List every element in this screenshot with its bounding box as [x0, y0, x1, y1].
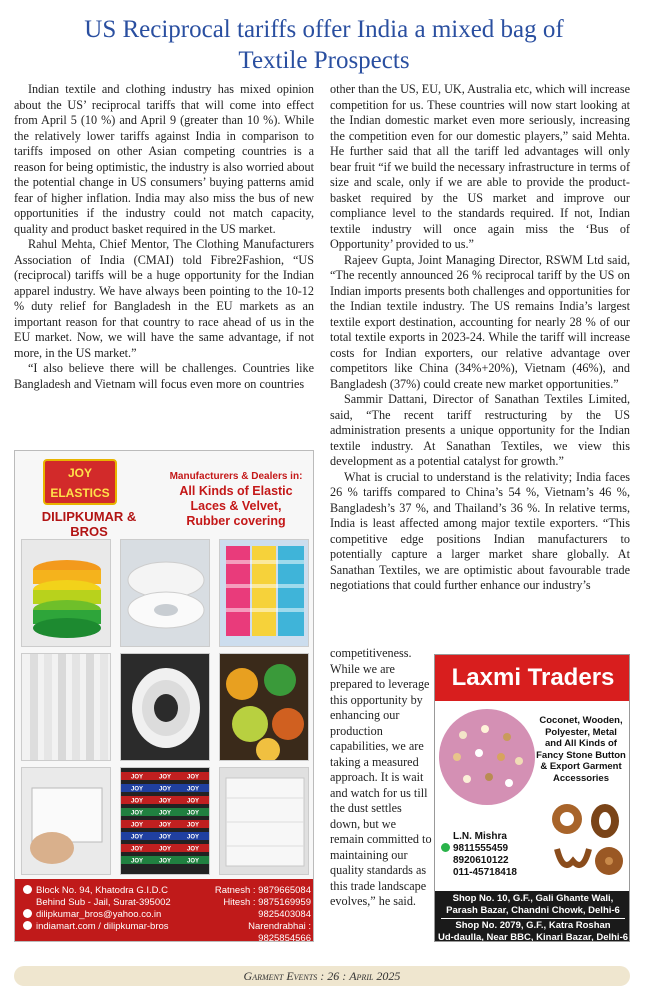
joy-label-text: JOY — [131, 786, 144, 793]
tagline-small: Manufacturers & Dealers in: — [169, 471, 303, 482]
article-paragraph: competitiveness. While we are prepared to leverage this opportunity by enhancing our production capabilities, we are taking a measured approach. It is wait and watch for us till the dust settles down, but we remain committed to maintaining our quality standards as this trade landscape evolves,” he said. — [330, 646, 432, 908]
joy-label-text: JOY — [187, 822, 200, 829]
joy-label-text: JOY — [159, 822, 172, 829]
joy-label-text: JOY — [131, 798, 144, 805]
photo-elastic-rolls — [21, 539, 111, 647]
ad-tagline — [163, 469, 309, 529]
buttons-showcase-image — [439, 709, 535, 805]
button-icon — [475, 749, 483, 757]
laxmi-contact-block — [441, 831, 541, 879]
joy-contact-footer — [15, 879, 314, 942]
tagline-line: Laces & Velvet, — [190, 499, 282, 513]
photo-wide-elastic — [219, 767, 309, 875]
article-paragraph: other than the US, EU, UK, Australia etc, which will increase competition for us. These countries will now start looking at the Indian domestic market even more seriously, increasing the competition even for our domestic players,” said Mehta. He further said that all the tariff led advantages will only bear fruit “if we build the necessary infrastructure in terms of size and scale, only if we are able to provide the product-basket required by the US market and improve our compliance level to the standards required. If not, Indian textile industry will once again miss the ‘Bus of Opportunity’ provided to us.” — [330, 82, 630, 251]
joy-label-text: JOY — [187, 786, 200, 793]
article-paragraph: Rajeev Gupta, Joint Managing Director, RSWM Ltd said, “The recently announced 26 % reciprocal tariff by the US on Indian imports presents both challenges and opportunities for the Indian textile industry. The US remains India’s largest textile export destination, accounting for nearly 28 % of our total textile exports in 2023-24. While the tariff will increase costs for Indian exporters, our relative advantage over competitors like China (34%+20%), Vietnam (46%), and Bangladesh (37%) could create new market opportunities.” — [330, 252, 630, 391]
button-icon — [515, 757, 523, 765]
button-icon — [459, 731, 467, 739]
article-paragraph: What is crucial to understand is the relativity; India faces 26 % tariffs compared to China’s 54 %, Vietnam’s 46 %, Bangladesh’s 37 %, and Thailand’s 36 %. In relative terms, India is least affected among major textile exporters. “This competitive edge positions Indian manufacturers to potentially capture a larger market share globally. At Sanathan Textiles, we are optimistic about favourable trade negotiations that could further enhance our industry’s — [330, 469, 630, 592]
contact-name: L.N. Mishra — [453, 831, 507, 842]
issue-date: April 2025 — [349, 969, 401, 983]
address-line: Shop No. 2079, G.F., Katra Roshan — [455, 920, 611, 931]
button-icon — [453, 753, 461, 761]
headline-line-2: Textile Prospects — [238, 47, 410, 74]
joy-label-text: JOY — [187, 810, 200, 817]
joy-label-text: JOY — [131, 834, 144, 841]
laxmi-traders-advertisement — [434, 654, 630, 942]
photo-elastic-strips — [21, 653, 111, 761]
joy-label-text: JOY — [131, 810, 144, 817]
article-column-left — [14, 82, 314, 392]
description-line: Polyester, Metal — [545, 726, 617, 738]
footer-separator: : — [339, 969, 350, 983]
headline-line-1: US Reciprocal tariffs offer India a mixed bag of — [84, 16, 564, 43]
laxmi-address-bar — [435, 891, 630, 942]
photo-rolled-elastic — [120, 653, 210, 761]
button-icon — [481, 725, 489, 733]
phone-number: Narendrabhai : 9825854566 — [248, 921, 311, 942]
tagline-line: All Kinds of Elastic — [179, 484, 293, 498]
joy-label-text: JOY — [159, 786, 172, 793]
whatsapp-icon — [441, 843, 450, 852]
laxmi-product-description — [533, 715, 629, 784]
photo-joy-labels — [120, 767, 210, 875]
globe-icon — [23, 921, 32, 930]
joy-label-text: JOY — [159, 834, 172, 841]
article-paragraph: Rahul Mehta, Chief Mentor, The Clothing Manufacturers Association of India (CMAI) told Fibre2Fashion, “US (reciprocal) tariffs will be a huge opportunity for the Indian apparel industry. We have always been pointing to the 10-12 % duty relief for Bangladesh in the EU markets as an important reason for that country to race ahead of us in the EU market. Now, we will have the same advantage, if not more, in the US market.” — [14, 237, 314, 360]
article-paragraph: “I also believe there will be challenges. Countries like Bangladesh and Vietnam will focus even more on countries — [14, 361, 314, 391]
article-paragraph: Sammir Dattani, Director of Sanathan Textiles Limited, said, “The recent tariff restructuring by the US administration presents a unique opportunity for the Indian textile industry. At Sanathan Textiles, we view this development as a potential catalyst for growth.” — [330, 392, 630, 468]
page-number: 26 — [327, 969, 340, 983]
phone-number: 011-45718418 — [453, 867, 517, 878]
button-icon — [497, 753, 505, 761]
article-column-narrow — [330, 646, 432, 910]
phone-number: Ratnesh : 9879665084 — [214, 885, 311, 896]
joy-label-text: JOY — [131, 846, 144, 853]
button-icon — [463, 775, 471, 783]
product-photo-grid — [21, 539, 309, 875]
footer-separator: : — [317, 969, 328, 983]
publication-name: Garment Events — [243, 969, 318, 983]
joy-label-text: JOY — [131, 822, 144, 829]
article-column-right — [330, 82, 630, 594]
website-address: indiamart.com / dilipkumar-bros — [36, 921, 169, 932]
joy-label-text: JOY — [187, 846, 200, 853]
page-footer — [14, 966, 630, 986]
joy-label-text: JOY — [187, 834, 200, 841]
phone-number: Hitesh : 9875169959 — [223, 897, 311, 908]
joy-label-text: JOY — [187, 798, 200, 805]
phone-number: 9825403084 — [258, 909, 311, 920]
joy-label-text: JOY — [159, 810, 172, 817]
company-name: DILIPKUMAR & BROS — [41, 509, 137, 539]
photo-ribbon-spools — [219, 653, 309, 761]
article-headline — [20, 14, 628, 76]
description-line: Accessories — [553, 772, 609, 784]
joy-label-text: JOY — [187, 858, 200, 865]
article-paragraph: Indian textile and clothing industry has mixed opinion about the US’ reciprocal tariffs that will come into effect from April 5 (10 %) and April 9 (greater than 10 %). While the relatively lower tariffs against India in comparison to tariffs imposed on other Asian competing countries is a reason for being optimistic, the industry is also worried about the potential change in US consumers’ buying patterns amid fear of higher inflation. India may also miss the bus of new opportunities if the industry could not match capacity, quality and product basket required in the US market. — [14, 82, 314, 236]
description-line: & Export Garment — [540, 761, 622, 772]
description-line: Coconet, Wooden, — [539, 715, 623, 726]
phone-number: 9811555459 — [453, 843, 509, 854]
photo-colored-tapes — [219, 539, 309, 647]
joy-phone-block — [193, 885, 311, 942]
email-address: dilipkumar_bros@yahoo.co.in — [36, 909, 162, 920]
address-line: Parash Bazar, Chandni Chowk, Delhi-6 — [446, 905, 620, 916]
description-line: Fancy Stone Button — [536, 749, 626, 761]
joy-label-text: JOY — [159, 858, 172, 865]
phone-number: 8920610122 — [453, 855, 509, 866]
address-line: Block No. 94, Khatodra G.I.D.C — [36, 885, 169, 896]
joy-label-text: JOY — [131, 858, 144, 865]
button-icon — [505, 779, 513, 787]
address-line: Ud-daulla, Near BBC, Kinari Bazar, Delhi-6 — [437, 932, 629, 942]
description-line: and All Kinds of — [545, 738, 617, 749]
joy-label-text: JOY — [131, 774, 144, 781]
logo-text-joy: JOY — [67, 466, 92, 480]
photo-hand-elastic — [21, 767, 111, 875]
location-pin-icon — [23, 885, 32, 894]
joy-address-block — [23, 885, 193, 933]
email-icon — [23, 909, 32, 918]
joy-elastics-advertisement — [14, 450, 314, 942]
address-divider — [441, 918, 625, 919]
joy-label-text: JOY — [159, 846, 172, 853]
button-icon — [485, 773, 493, 781]
button-icon — [503, 733, 511, 741]
joy-label-text: JOY — [159, 774, 172, 781]
logo-text-elastics: ELASTICS — [50, 486, 110, 500]
photo-white-elastic — [120, 539, 210, 647]
laxmi-traders-title: Laxmi Traders — [435, 655, 630, 701]
joy-label-text: JOY — [187, 774, 200, 781]
joy-elastics-logo — [43, 459, 117, 505]
wooden-buttons-image — [549, 801, 625, 881]
address-line: Shop No. 10, G.F., Gali Ghante Wali, — [452, 893, 614, 904]
joy-label-text: JOY — [159, 798, 172, 805]
address-line: Behind Sub - Jail, Surat-395002 — [36, 897, 171, 908]
tagline-line: Rubber covering — [186, 514, 286, 528]
